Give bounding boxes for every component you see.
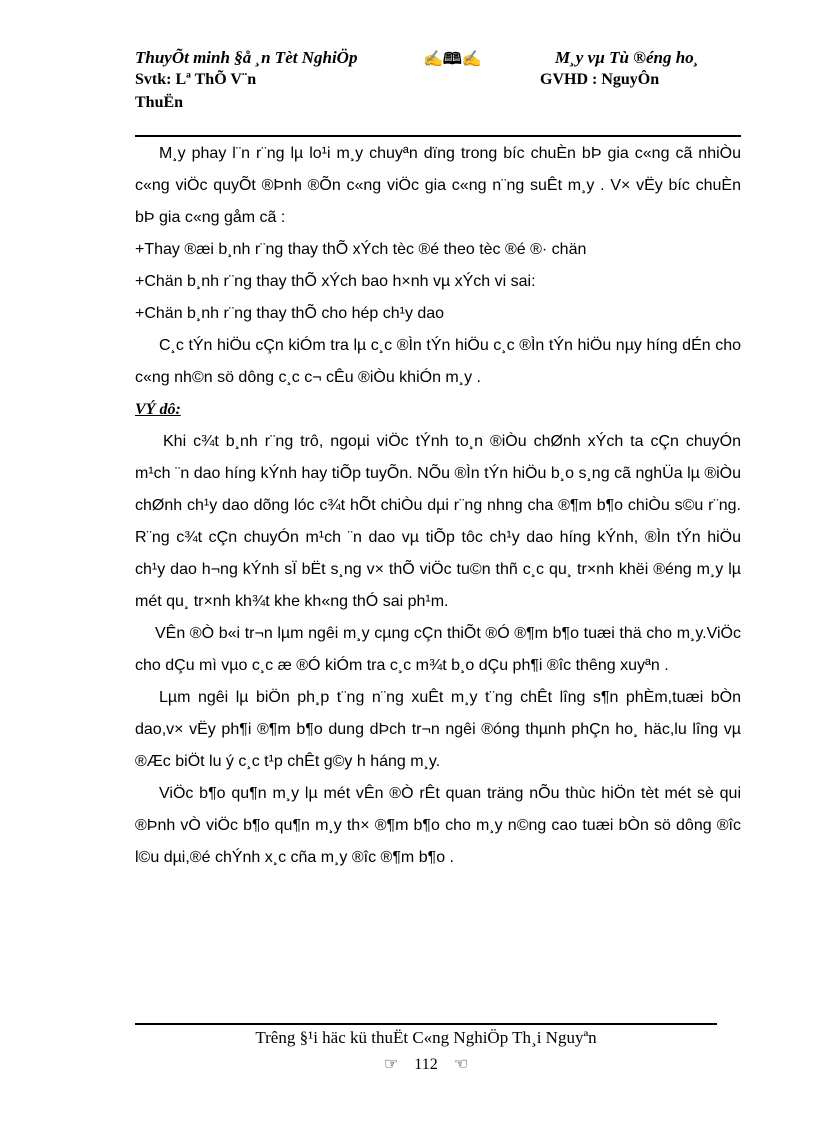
thesis-title: ThuyÕt minh §å ¸n Tèt NghiÖp bbox=[135, 48, 358, 67]
paragraph-coolant: Lµm ngêi lµ biÖn ph¸p t¨ng n¨ng xuÊt m¸y t¨ng chÊt lîng s¶n phÈm,tuæi bÒn dao,v× vËy ph¶i ®¶m b¶o dung dÞch tr¬n ngêi ®óng thµnh phÇn ho¸ häc,lu lîng vµ ®Æc biÖt lu ý c¸c t¹p chÊt g©y h háng m¸y. bbox=[135, 689, 741, 770]
advisor-name: GVHD : NguyÔn bbox=[540, 71, 660, 88]
page-number: 112 bbox=[414, 1056, 438, 1073]
paragraph-maintenance: ViÖc b¶o qu¶n m¸y lµ mét vÊn ®Ò rÊt quan träng nÕu thùc hiÖn tèt mét sè qui ®Þnh vÒ viÖc b¶o qu¶n m¸y th× ®¶m b¶o cho m¸y n©ng cao tuæi bÒn sö dông ®îc l©u dµi,®é chÝnh x¸c cña m¸y ®îc ®¶m b¶o . bbox=[135, 785, 741, 866]
list-item-speed-gears: +Thay ®æi b¸nh r¨ng thay thÕ xÝch tèc ®é theo tèc ®é ®· chän bbox=[135, 241, 587, 258]
document-body bbox=[135, 138, 741, 874]
page-number-line bbox=[135, 1054, 717, 1074]
paragraph-lubrication: VÊn ®Ò b«i tr¬n lµm ngêi m¸y cµng cÇn thiÕt ®Ó ®¶m b¶o tuæi thä cho m¸y.ViÖc cho dÇu mì vµo c¸c æ ®Ó kiÓm tra c¸c m¾t b¸o dÇu ph¶i ®îc thêng xuyªn . bbox=[135, 625, 741, 674]
pointing-hand-right-icon: ☞ bbox=[383, 1056, 399, 1073]
header-rule bbox=[135, 135, 741, 137]
paragraph-signals: C¸c tÝn hiÖu cÇn kiÓm tra lµ c¸c ®Ìn tÝn hiÖu c¸c ®Ìn tÝn hiÖu nµy híng dÉn cho c«ng nh©n sö dông c¸c c¬ cÊu ®iÒu khiÓn m¸y . bbox=[135, 337, 741, 386]
list-item-generating-gears: +Chän b¸nh r¨ng thay thÕ xÝch bao h×nh vµ xÝch vi sai: bbox=[135, 273, 536, 290]
student-name-continued: ThuËn bbox=[135, 94, 184, 111]
paragraph-example: Khi c¾t b¸nh r¨ng trô, ngoµi viÖc tÝnh to¸n ®iÒu chØnh xÝch ta cÇn chuyÓn m¹ch ¨n dao híng kÝnh hay tiÕp tuyÕn. NÕu ®Ìn tÝn hiÖu b¸o s¸ng cã nghÜa lµ ®iÒu chØnh ch¹y dao dõng lóc c¾t hÕt chiÒu dµi r¨ng nhng cha ®¶m b¶o chiÒu s©u r¨ng. R¨ng c¾t cÇn chuyÓn m¹ch ¨n dao vµ tiÕp tôc ch¹y dao híng kÝnh, ®Ìn tÝn hiÖu ch¹y dao h¬ng kÝnh sÏ bËt s¸ng v× thÕ viÖc tu©n thñ c¸c qu¸ tr×nh khëi ®éng m¸y lµ mét qu¸ tr×nh kh¾t khe kh«ng thÓ sai ph¹m. bbox=[135, 433, 741, 610]
list-item-feed-gears: +Chän b¸nh r¨ng thay thÕ cho hép ch¹y dao bbox=[135, 305, 445, 322]
department-title: M¸y vµ Tù ®éng ho¸ bbox=[555, 48, 700, 67]
pointing-hand-left-icon: ☜ bbox=[453, 1056, 469, 1073]
footer-rule bbox=[135, 1023, 717, 1025]
paragraph-intro: M¸y phay l¨n r¨ng lµ lo¹i m¸y chuyªn dïng trong bíc chuÈn bÞ gia c«ng cã nhiÒu c«ng viÖc quyÕt ®Þnh ®Õn c«ng viÖc gia c«ng n¨ng suÊt m¸y . V× vËy bíc chuÈn bÞ gia c«ng gåm cã : bbox=[135, 145, 741, 226]
ornament-icon: ✍🕮✍ bbox=[423, 51, 482, 68]
section-title-example: VÝ dô: bbox=[135, 401, 181, 418]
student-name: Svtk: Lª ThÕ V¨n bbox=[135, 71, 257, 88]
school-name: Trêng §¹i häc kü thuËt C«ng NghiÖp Th¸i Nguyªn bbox=[255, 1028, 597, 1047]
